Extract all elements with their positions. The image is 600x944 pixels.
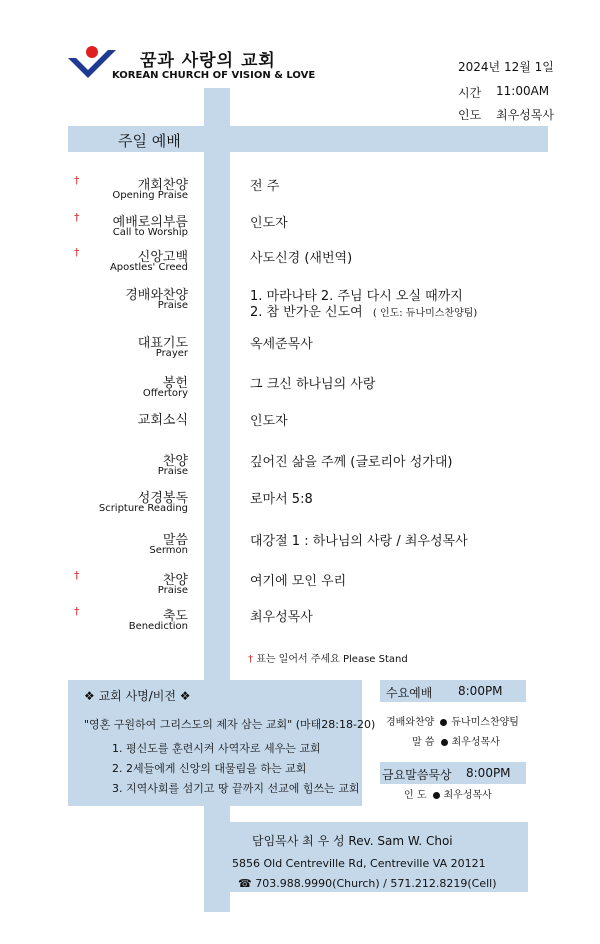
item-name-korean: 신앙고백	[137, 250, 188, 265]
item-value: 최우성목사	[250, 610, 313, 625]
standing-mark: †	[74, 569, 80, 582]
time-value: 11:00AM	[496, 84, 550, 98]
item-name-korean: 말씀	[162, 533, 188, 548]
church-logo-icon	[66, 44, 118, 80]
item-value: 여기에 모인 우리	[250, 574, 347, 589]
item-name-english: Offertory	[142, 388, 188, 399]
item-value: 대강절 1 : 하나님의 사랑 / 최우성목사	[250, 534, 468, 549]
item-name-english: Praise	[157, 585, 188, 596]
item-name-korean: 성경봉독	[137, 491, 188, 506]
wednesday-praise	[386, 713, 519, 728]
mission-motto: "영혼 구원하여 그리스도의 제자 삼는 교회" (마태28:18-20)	[84, 718, 376, 731]
service-date: 2024년 12월 1일	[458, 60, 554, 74]
item-name-korean: 개회찬양	[137, 178, 188, 193]
item-value: 인도자	[250, 216, 288, 231]
item-name-korean: 대표기도	[137, 336, 188, 351]
item-value: 사도신경 (새번역)	[250, 251, 353, 266]
service-title: 주일 예배	[118, 132, 181, 150]
item-name-english: Prayer	[155, 348, 188, 359]
item-name-korean: 찬양	[162, 454, 188, 469]
leader-label: 인도	[458, 108, 482, 122]
phone-icon: ☎	[238, 877, 252, 890]
wednesday-praise-label: 경배와찬양	[386, 717, 435, 728]
item-value: 전 주	[250, 179, 280, 194]
item-value: 로마서 5:8	[250, 492, 313, 507]
time-label: 시간	[458, 86, 482, 100]
standing-mark: †	[74, 174, 80, 187]
mission-item: 1. 평신도를 훈련시켜 사역자로 세우는 교회	[112, 742, 321, 755]
praise-leader-note: ( 인도: 듀나미스찬양팀)	[372, 308, 478, 319]
friday-leader	[404, 786, 492, 801]
item-value-line2	[250, 301, 477, 320]
church-address: 5856 Old Centreville Rd, Centreville VA 20121	[232, 857, 486, 870]
bullet-icon	[440, 719, 447, 726]
friday-title: 금요말씀묵상	[382, 768, 452, 782]
item-name-english: Benediction	[128, 621, 188, 632]
senior-pastor: 담임목사 최 우 성 Rev. Sam W. Choi	[252, 834, 453, 848]
item-name-english: Praise	[157, 300, 188, 311]
wednesday-sermon-value: 최우성목사	[451, 737, 500, 748]
standing-mark: †	[74, 605, 80, 618]
mission-item: 2. 2세들에게 신앙의 대물림을 하는 교회	[112, 762, 307, 775]
leader-value: 최우성목사	[496, 108, 554, 122]
item-name-english: Sermon	[149, 545, 188, 556]
item-name-english: Praise	[157, 466, 188, 477]
item-name-korean: 경배와찬양	[125, 288, 188, 303]
item-name-korean: 찬양	[162, 573, 188, 588]
friday-leader-label: 인 도	[404, 790, 427, 801]
phone-numbers: 703.988.9990(Church) / 571.212.8219(Cell)	[255, 877, 497, 890]
friday-time: 8:00PM	[466, 766, 511, 780]
church-name-korean: 꿈과 사랑의 교회	[140, 51, 276, 71]
item-name-english: Apostles' Creed	[109, 262, 188, 273]
wednesday-title: 수요예배	[386, 686, 433, 700]
item-name-korean: 예배로의부름	[112, 215, 188, 230]
item-name-korean: 봉헌	[162, 376, 188, 391]
stand-note	[248, 650, 408, 665]
item-name-english: Call to Worship	[112, 227, 188, 238]
item-name-korean: 축도	[162, 609, 188, 624]
church-name-english: KOREAN CHURCH OF VISION & LOVE	[112, 70, 316, 81]
item-value: 1. 마라나타 2. 주님 다시 오실 때까지	[250, 289, 463, 304]
praise-song-2: 2. 참 반가운 신도여	[250, 305, 363, 320]
wednesday-sermon	[412, 733, 500, 748]
standing-mark: †	[74, 211, 80, 224]
item-value: 깊어진 삶을 주께 (글로리아 성가대)	[250, 455, 453, 470]
mission-title: ❖ 교회 사명/비전 ❖	[84, 689, 191, 703]
wednesday-time: 8:00PM	[458, 684, 503, 698]
item-name-english: Scripture Reading	[98, 503, 188, 514]
item-value: 그 크신 하나님의 사랑	[250, 377, 376, 392]
wednesday-praise-value: 듀나미스찬양팀	[451, 717, 519, 728]
mission-item: 3. 지역사회를 섬기고 땅 끝까지 선교에 힘쓰는 교회	[112, 782, 360, 795]
item-name-english: Opening Praise	[112, 190, 188, 201]
friday-leader-value: 최우성목사	[443, 790, 492, 801]
wednesday-sermon-label: 말 씀	[412, 737, 435, 748]
bullet-icon	[433, 792, 440, 799]
standing-mark: †	[74, 246, 80, 259]
item-value: 인도자	[250, 414, 288, 429]
church-phone	[238, 877, 497, 890]
item-value: 옥세준목사	[250, 337, 313, 352]
stand-note-text: 표는 일어서 주세요 Please Stand	[256, 654, 408, 665]
item-name-korean: 교회소식	[137, 413, 188, 428]
cross-icon: †	[248, 654, 253, 665]
bullet-icon	[441, 739, 448, 746]
